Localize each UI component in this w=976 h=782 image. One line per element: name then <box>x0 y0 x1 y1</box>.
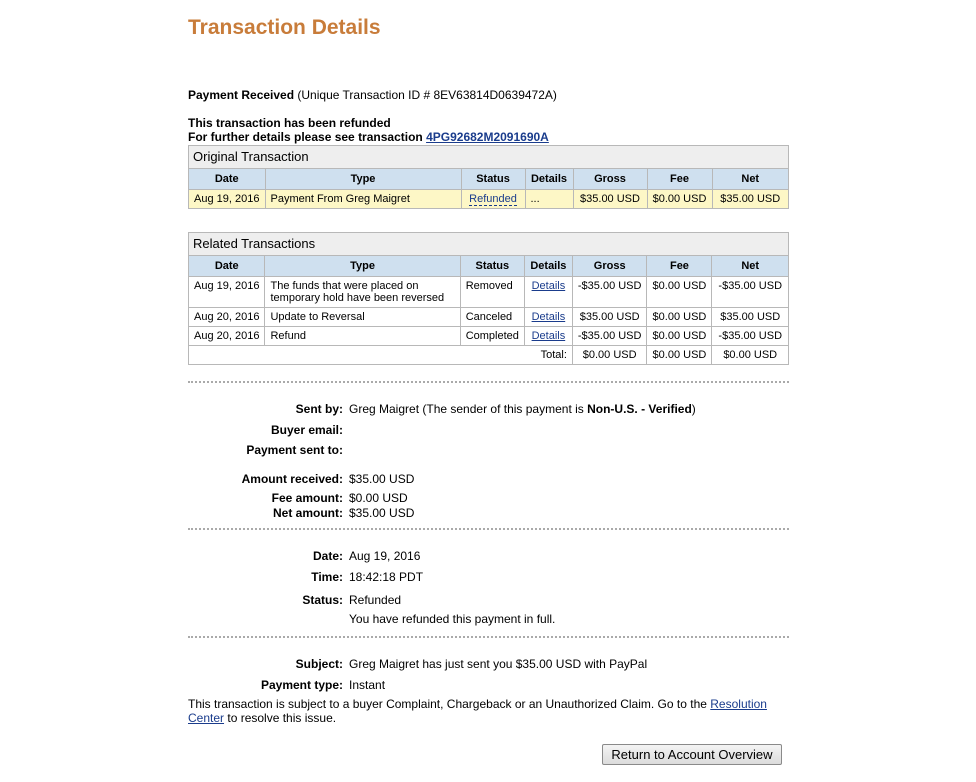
status-refunded-link[interactable]: Refunded <box>469 193 517 205</box>
fee-amount-value: $0.00 USD <box>349 491 408 505</box>
col-header-fee: Fee <box>647 256 712 277</box>
buyer-email-row <box>188 423 788 438</box>
fee-amount-row <box>188 491 788 506</box>
subject-value: Greg Maigret has just sent you $35.00 USD with PayPal <box>349 657 648 671</box>
cell-gross: $35.00 USD <box>572 308 647 327</box>
status-row <box>188 593 788 608</box>
total-fee: $0.00 USD <box>647 346 712 365</box>
sent-by-row <box>188 402 788 417</box>
transaction-summary <box>188 88 557 102</box>
table-header-row <box>189 169 788 190</box>
total-net: $0.00 USD <box>712 346 788 365</box>
total-gross: $0.00 USD <box>572 346 647 365</box>
related-transactions-title: Related Transactions <box>189 233 788 256</box>
details-link[interactable]: Details <box>531 330 566 342</box>
table-row <box>189 277 788 308</box>
cell-type: Payment From Greg Maigret <box>265 190 461 209</box>
status-value: Refunded <box>349 593 402 607</box>
date-label: Date: <box>312 549 343 563</box>
amount-received-value: $35.00 USD <box>349 472 415 486</box>
table-row <box>189 327 788 346</box>
cell-gross: $35.00 USD <box>573 190 647 209</box>
sent-by-value <box>349 402 696 416</box>
cell-net: -$35.00 USD <box>712 327 788 346</box>
divider <box>188 636 789 638</box>
sender-note: (The sender of this payment is <box>419 402 588 416</box>
date-row <box>188 549 788 564</box>
cell-net: $35.00 USD <box>712 190 788 209</box>
sender-name: Greg Maigret <box>349 402 420 416</box>
cell-details <box>524 327 572 346</box>
col-header-details: Details <box>525 169 573 190</box>
net-amount-row <box>188 506 788 521</box>
sender-note-close: ) <box>691 402 696 416</box>
divider <box>188 381 789 383</box>
refund-reference <box>188 130 549 144</box>
sent-by-label: Sent by: <box>295 402 343 416</box>
cell-date: Aug 19, 2016 <box>189 277 265 308</box>
col-header-date: Date <box>189 169 265 190</box>
cell-date: Aug 20, 2016 <box>189 308 265 327</box>
cell-gross: -$35.00 USD <box>572 327 647 346</box>
col-header-type: Type <box>265 256 460 277</box>
cell-net: $35.00 USD <box>712 308 788 327</box>
date-value: Aug 19, 2016 <box>349 549 421 563</box>
cell-details <box>524 277 572 308</box>
refund-transaction-link[interactable]: 4PG92682M2091690A <box>426 130 549 144</box>
sender-verification: Non-U.S. - Verified <box>587 402 692 416</box>
total-row <box>189 346 788 365</box>
time-value: 18:42:18 PDT <box>349 570 424 584</box>
notice-text-end: to resolve this issue. <box>224 711 337 725</box>
related-transactions-table <box>189 256 788 364</box>
fee-amount-label: Fee amount: <box>271 491 343 505</box>
refund-notice <box>188 116 549 144</box>
cell-details <box>524 308 572 327</box>
cell-fee: $0.00 USD <box>647 190 712 209</box>
payment-sent-to-row <box>188 443 788 458</box>
time-row <box>188 570 788 585</box>
summary-label: Payment Received <box>188 88 295 102</box>
col-header-net: Net <box>712 169 788 190</box>
cell-status <box>461 190 525 209</box>
status-note-row <box>188 612 788 627</box>
original-transaction-table <box>189 169 788 208</box>
col-header-details: Details <box>524 256 572 277</box>
resolution-center-link[interactable]: Resolution Center <box>188 697 767 725</box>
cell-net: -$35.00 USD <box>712 277 788 308</box>
col-header-type: Type <box>265 169 461 190</box>
payment-type-value: Instant <box>349 678 386 692</box>
details-link[interactable]: Details <box>531 311 566 323</box>
total-label: Total: <box>189 346 572 365</box>
cell-fee: $0.00 USD <box>647 277 712 308</box>
table-header-row <box>189 256 788 277</box>
net-amount-value: $35.00 USD <box>349 506 415 520</box>
col-header-status: Status <box>461 169 525 190</box>
amount-received-row <box>188 472 788 487</box>
status-note: You have refunded this payment in full. <box>349 612 556 626</box>
col-header-gross: Gross <box>572 256 647 277</box>
cell-date: Aug 20, 2016 <box>189 327 265 346</box>
divider <box>188 528 789 530</box>
cell-status: Removed <box>460 277 524 308</box>
cell-type: Update to Reversal <box>265 308 460 327</box>
payment-type-label: Payment type: <box>260 678 343 692</box>
amount-received-label: Amount received: <box>241 472 343 486</box>
payment-sent-to-label: Payment sent to: <box>246 443 343 457</box>
dispute-notice <box>188 697 788 725</box>
col-header-date: Date <box>189 256 265 277</box>
cell-date: Aug 19, 2016 <box>189 190 265 209</box>
time-label: Time: <box>311 570 343 584</box>
status-label: Status: <box>302 593 343 607</box>
cell-details: ... <box>525 190 573 209</box>
col-header-gross: Gross <box>573 169 647 190</box>
refund-line: This transaction has been refunded <box>188 116 391 130</box>
transaction-id: (Unique Transaction ID # 8EV63814D0639472A) <box>294 88 557 102</box>
buyer-email-label: Buyer email: <box>270 423 343 437</box>
net-amount-label: Net amount: <box>273 506 343 520</box>
cell-gross: -$35.00 USD <box>572 277 647 308</box>
original-transaction-title: Original Transaction <box>189 146 788 169</box>
cell-type: Refund <box>265 327 460 346</box>
original-transaction-panel <box>188 145 789 209</box>
cell-status: Completed <box>460 327 524 346</box>
cell-fee: $0.00 USD <box>647 327 712 346</box>
details-link[interactable]: Details <box>531 280 566 292</box>
cell-status: Canceled <box>460 308 524 327</box>
col-header-net: Net <box>712 256 788 277</box>
table-row <box>189 308 788 327</box>
table-row <box>189 190 788 209</box>
notice-text: This transaction is subject to a buyer Complaint, Chargeback or an Unauthorized Claim. Go to the <box>188 697 711 711</box>
related-transactions-panel <box>188 232 789 365</box>
cell-fee: $0.00 USD <box>647 308 712 327</box>
return-to-account-overview-button[interactable]: Return to Account Overview <box>602 744 782 765</box>
col-header-status: Status <box>460 256 524 277</box>
refund-reference-text: For further details please see transaction <box>188 130 427 144</box>
subject-label: Subject: <box>295 657 343 671</box>
subject-row <box>188 657 788 672</box>
payment-type-row <box>188 678 788 693</box>
cell-type: The funds that were placed on temporary hold have been reversed <box>265 277 460 308</box>
col-header-fee: Fee <box>647 169 712 190</box>
page-title: Transaction Details <box>188 16 381 39</box>
